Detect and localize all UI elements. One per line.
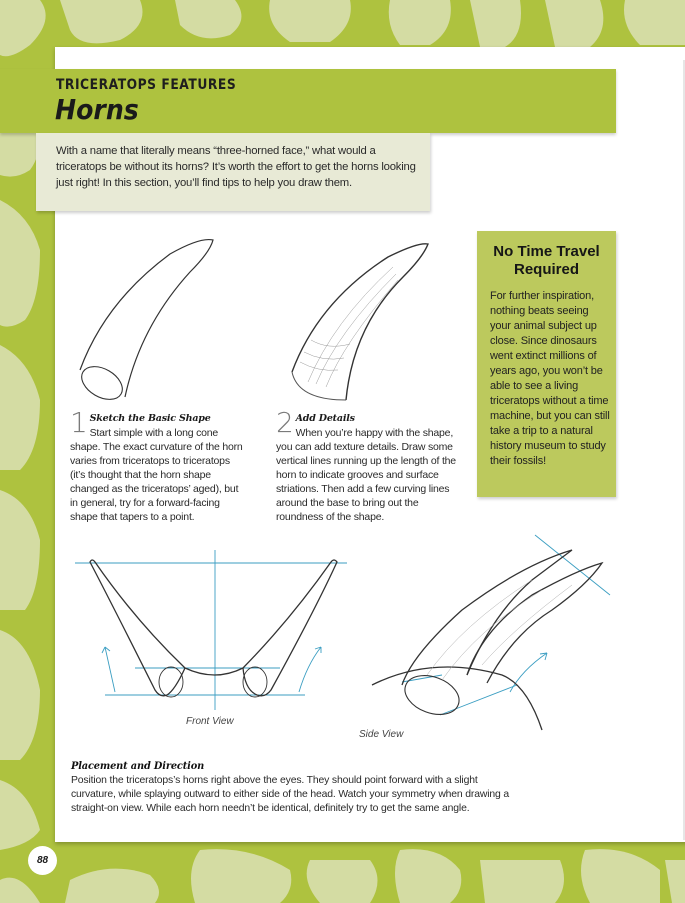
step-heading: Add Details bbox=[295, 413, 355, 424]
step-body: Start simple with a long cone shape. The exact curvature of the horn varies from triceratops to triceratops (it’s thought that the horn shape changed as the triceratops’ aged), but in general, try for a forward-facing shape that tapers to a point. bbox=[70, 427, 243, 523]
basic-horn-sketch bbox=[70, 232, 225, 407]
detailed-horn-sketch bbox=[278, 232, 438, 407]
step-1 bbox=[70, 406, 245, 524]
side-view-illustration bbox=[372, 535, 617, 735]
step-body: When you’re happy with the shape, you can add texture details. Draw some vertical lines running up the length of the horn to indicate grooves and surface striations. Then add a few curving lines around the base to bring out the roundness of the shape. bbox=[276, 427, 456, 523]
placement-heading: Placement and Direction bbox=[71, 761, 205, 772]
step-2 bbox=[276, 406, 456, 524]
step-number: 2 bbox=[276, 406, 294, 439]
sidebar-body: For further inspiration, nothing beats seeing your animal subject up close. Since dinosaurs went extinct millions of years ago, you won’t be able to see a living triceratops without a time machine, but you can still take a trip to a natural history museum to study their fossils! bbox=[490, 290, 610, 467]
step-heading: Sketch the Basic Shape bbox=[89, 413, 211, 424]
page-title: Horns bbox=[55, 93, 139, 126]
page-number: 88 bbox=[28, 846, 57, 875]
placement-body: Position the triceratops’s horns right above the eyes. They should point forward with a slight curvature, while splaying outward to either side of the head. Watch your symmetry when drawing a straight-on view. While each horn needn’t be identical, definitely try to get the same angle. bbox=[71, 775, 510, 814]
intro-text: With a name that literally means “three-horned face,” what would a triceratops be without its horns? It’s worth the effort to get the horns looking just right! In this section, you’ll find tips to help you draw them. bbox=[56, 145, 416, 189]
front-view-caption: Front View bbox=[186, 716, 234, 727]
side-view-caption: Side View bbox=[359, 729, 404, 740]
sidebar-title: No Time Travel Required bbox=[493, 243, 600, 278]
placement-section bbox=[71, 760, 521, 816]
step-number: 1 bbox=[70, 406, 88, 439]
front-view-illustration bbox=[75, 550, 355, 710]
section-kicker: TRICERATOPS FEATURES bbox=[56, 77, 237, 93]
